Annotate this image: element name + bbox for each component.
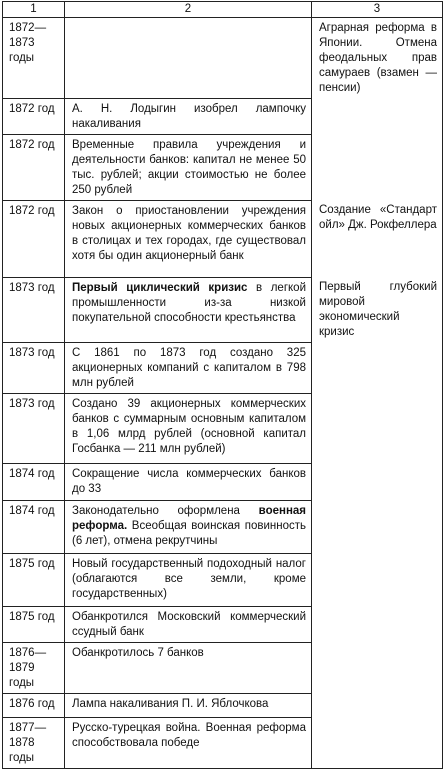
year-text: 1873 год [9,281,55,294]
event-text-part: Всеобщая воинская повинность (6 лет), отмена рекрутчины [72,519,306,547]
table-row [3,606,443,642]
world-event-cell [312,463,443,500]
event-text [65,554,311,604]
table-row [3,642,443,693]
table-row [3,693,443,717]
year-cell [3,606,65,642]
world-event-cell [312,18,443,99]
world-event-cell [312,606,443,642]
table-row [3,393,443,463]
year-cell [3,18,65,99]
event-text [65,607,311,642]
world-event-cell [312,277,443,342]
year-text: 1875 год [9,557,55,570]
event-cell [65,200,312,277]
year-text: 1872 год [9,138,55,151]
event-cell [65,393,312,463]
year-text: 1876— 1879 годы [9,646,47,689]
event-text-part: Законодательно оформлена [72,504,259,517]
table-row [3,134,443,200]
event-text-part: С 1861 по 1873 год создано 325 акционерных компаний с капиталом в 798 млн рублей [72,346,306,389]
table-row [3,717,443,768]
world-event-text [312,134,442,139]
table-row [3,200,443,277]
year-cell [3,642,65,693]
world-event-text [312,553,442,558]
chronology-table [2,1,443,769]
world-event-cell [312,642,443,693]
world-event-cell [312,342,443,393]
event-cell [65,134,312,200]
event-cell [65,642,312,693]
event-text-bold: военная реформа. [72,504,306,532]
year-cell [3,553,65,606]
year-cell [3,693,65,717]
event-text [65,501,311,551]
event-text [65,718,311,753]
event-text-part: Обанкротилось 7 банков [72,646,204,659]
year-text: 1875 год [9,610,55,623]
world-event-text [312,393,442,398]
world-event-text [312,642,442,647]
event-cell [65,553,312,606]
table-row [3,463,443,500]
event-text [65,343,311,393]
event-cell [65,277,312,342]
year-text: 1872 год [9,102,55,115]
world-event-text [312,463,442,468]
event-text-part: Обанкротился Московский коммерческий ссудный банк [72,610,306,638]
world-event-cell [312,393,443,463]
event-text [65,135,311,200]
column-header-1: 1 [3,2,65,18]
year-cell [3,393,65,463]
event-text [65,643,311,663]
world-event-text [312,717,442,722]
event-text [65,694,311,714]
year-cell [3,717,65,768]
year-cell [3,342,65,393]
world-event-text: Аграрная реформа в Японии. Отмена феодальных прав самураев (взамен — пенсии) [319,22,437,94]
event-text [65,464,311,499]
world-event-text [312,500,442,505]
event-text-bold: Первый циклический кризис [72,281,248,294]
world-event-cell [312,693,443,717]
year-cell [3,200,65,277]
event-text [65,394,311,459]
world-event-text [312,342,442,347]
year-cell [3,463,65,500]
table-row [3,18,443,99]
table-row [3,553,443,606]
table-body [3,18,443,769]
year-text: 1874 год [9,467,55,480]
header-row [3,2,443,18]
year-text: 1873 год [9,397,55,410]
table-row [3,98,443,134]
event-cell [65,693,312,717]
event-text-part: Закон о приостановлении учреждения новых акционерных коммерческих банков в столицах и тех городах, где существовал хотя бы один акционерный банк [72,204,306,262]
event-text-part: А. Н. Лодыгин изобрел лампочку накаливания [72,102,306,130]
world-event-cell [312,98,443,134]
world-event-text: Создание «Стандарт ойл» Дж. Рокфеллера [319,204,437,231]
event-cell [65,717,312,768]
world-event-text: Первый глубокий мировой экономический кризис [319,281,437,338]
year-text: 1877— 1878 годы [9,721,47,764]
table-row [3,277,443,342]
event-text-part: Временные правила учреждения и деятельности банков: капитал не менее 50 тыс. рублей; акции стоимостью не более 250 рублей [72,138,306,196]
table-row [3,500,443,553]
year-text: 1872 год [9,204,55,217]
event-text-part: Создано 39 акционерных коммерческих банков с суммарным основным капиталом в 1,06 млрд рублей (основной капитал Госбанка — 211 млн рублей) [72,397,306,455]
event-cell [65,463,312,500]
world-event-cell [312,553,443,606]
year-text: 1876 год [9,697,55,710]
event-text-part: в легкой промышленности из-за низкой покупательной способности крестьянства [72,281,306,324]
year-text: 1874 год [9,504,55,517]
year-cell [3,134,65,200]
event-text-part: Новый государственный подоходный налог (облагаются все земли, кроме государственных) [72,557,306,600]
year-cell [3,277,65,342]
event-text-part: Лампа накаливания П. И. Яблочкова [72,697,269,710]
event-cell [65,98,312,134]
event-text [65,18,311,23]
year-cell [3,98,65,134]
event-text [65,99,311,134]
world-event-cell [312,717,443,768]
world-event-cell [312,500,443,553]
table-row [3,342,443,393]
world-event-cell [312,134,443,200]
event-text [65,278,311,328]
event-cell [65,342,312,393]
event-text-part: Русско-турецкая война. Военная реформа способствовала победе [72,721,306,749]
event-cell [65,500,312,553]
world-event-text [312,98,442,103]
year-text: 1873 год [9,346,55,359]
event-text-part: Сокращение числа коммерческих банков до 33 [72,467,306,495]
column-header-2: 2 [65,2,312,18]
event-cell [65,606,312,642]
event-cell [65,18,312,99]
world-event-text [312,606,442,611]
world-event-cell [312,200,443,277]
event-text [65,201,311,266]
year-cell [3,500,65,553]
year-text: 1872— 1873 годы [9,22,47,64]
column-header-3: 3 [312,2,443,18]
